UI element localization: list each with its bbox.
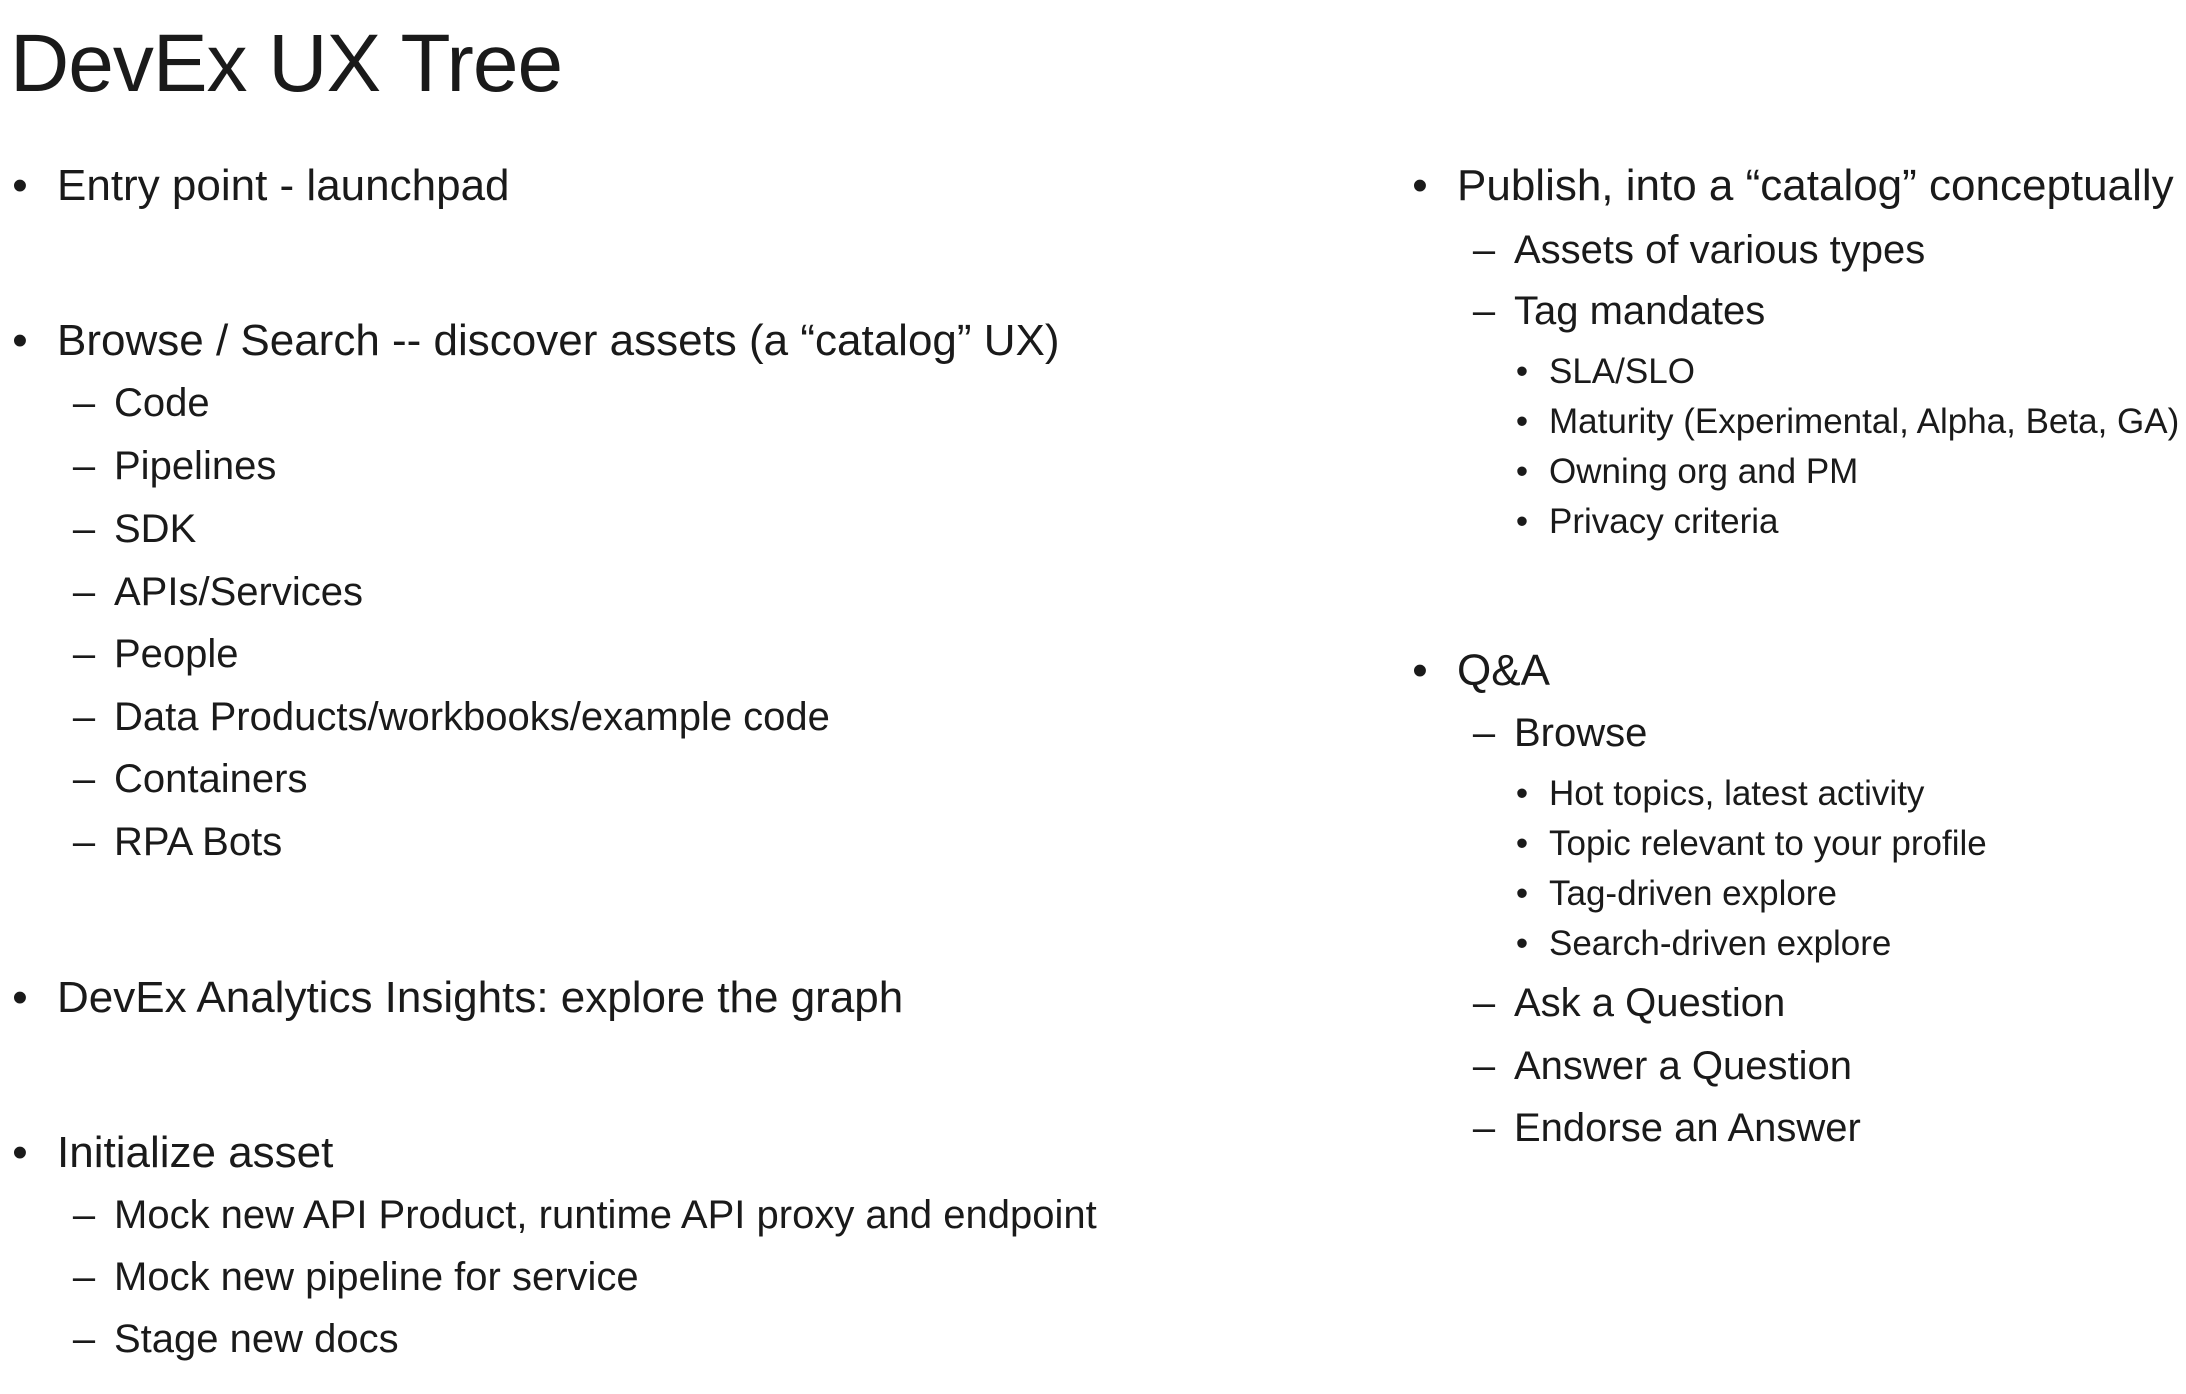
- item-text: Answer a Question: [1514, 1044, 1852, 1088]
- item-text: RPA Bots: [114, 820, 283, 864]
- dash-icon: –: [1472, 289, 1496, 333]
- right-item-level2: [1400, 707, 1647, 759]
- left-item-level2: [0, 691, 830, 743]
- item-text: Ask a Question: [1514, 981, 1786, 1025]
- item-text: Mock new API Product, runtime API proxy and endpoint: [114, 1193, 1097, 1237]
- item-text: Data Products/workbooks/example code: [114, 695, 830, 739]
- left-item-level1: [0, 970, 903, 1026]
- item-text: Owning org and PM: [1549, 452, 1859, 491]
- bullet-icon: •: [1412, 646, 1428, 695]
- dash-icon: –: [1472, 711, 1496, 755]
- right-item-level3: [1400, 871, 1837, 917]
- left-item-level1: [0, 1125, 333, 1181]
- item-text: Endorse an Answer: [1514, 1106, 1861, 1150]
- item-text: Pipelines: [114, 444, 277, 488]
- dash-icon: –: [72, 1255, 96, 1299]
- dash-icon: –: [72, 1193, 96, 1237]
- right-item-level3: [1400, 921, 1891, 967]
- dash-icon: –: [72, 444, 96, 488]
- left-item-level1: [0, 158, 510, 214]
- slide-title: DevEx UX Tree: [10, 18, 563, 109]
- item-text: Maturity (Experimental, Alpha, Beta, GA): [1549, 402, 2180, 441]
- left-item-level2: [0, 566, 363, 618]
- left-item-level2: [0, 628, 239, 680]
- bullet-icon: •: [1515, 502, 1529, 541]
- item-text: Mock new pipeline for service: [114, 1255, 639, 1299]
- bullet-icon: •: [1515, 774, 1529, 813]
- bullet-icon: •: [12, 973, 28, 1022]
- right-item-level3: [1400, 499, 1778, 545]
- left-item-level1: [0, 313, 1060, 369]
- right-item-level3: [1400, 821, 1987, 867]
- bullet-icon: •: [1515, 874, 1529, 913]
- right-item-level1: [1400, 643, 1550, 699]
- right-item-level2: [1400, 224, 1925, 276]
- item-text: Assets of various types: [1514, 228, 1926, 272]
- dash-icon: –: [1472, 981, 1496, 1025]
- bullet-icon: •: [1515, 824, 1529, 863]
- dash-icon: –: [72, 757, 96, 801]
- item-text: Browse: [1514, 711, 1648, 755]
- left-item-level2: [0, 816, 282, 868]
- bullet-icon: •: [12, 1128, 28, 1177]
- bullet-icon: •: [1515, 924, 1529, 963]
- dash-icon: –: [72, 632, 96, 676]
- dash-icon: –: [72, 695, 96, 739]
- right-item-level3: [1400, 771, 1924, 817]
- left-item-level2: [0, 753, 307, 805]
- bullet-icon: •: [12, 161, 28, 210]
- item-text: Hot topics, latest activity: [1549, 774, 1925, 813]
- dash-icon: –: [72, 820, 96, 864]
- item-text: Entry point - launchpad: [57, 161, 510, 210]
- item-text: Stage new docs: [114, 1317, 399, 1361]
- item-text: Publish, into a “catalog” conceptually: [1457, 161, 2174, 210]
- item-text: People: [114, 632, 239, 676]
- bullet-icon: •: [1412, 161, 1428, 210]
- item-text: Containers: [114, 757, 308, 801]
- left-item-level2: [0, 1251, 639, 1303]
- item-text: Privacy criteria: [1549, 502, 1779, 541]
- bullet-icon: •: [1515, 402, 1529, 441]
- dash-icon: –: [72, 381, 96, 425]
- item-text: Tag mandates: [1514, 289, 1766, 333]
- item-text: APIs/Services: [114, 570, 363, 614]
- left-item-level2: [0, 1313, 399, 1365]
- bullet-icon: •: [1515, 452, 1529, 491]
- right-item-level3: [1400, 399, 2179, 445]
- dash-icon: –: [72, 507, 96, 551]
- item-text: SDK: [114, 507, 197, 551]
- item-text: Browse / Search -- discover assets (a “catalog” UX): [57, 316, 1060, 365]
- item-text: Code: [114, 381, 210, 425]
- right-item-level2: [1400, 1040, 1852, 1092]
- left-item-level2: [0, 440, 276, 492]
- dash-icon: –: [1472, 1044, 1496, 1088]
- dash-icon: –: [1472, 1106, 1496, 1150]
- left-item-level2: [0, 1189, 1097, 1241]
- right-item-level1: [1400, 158, 2174, 214]
- dash-icon: –: [1472, 228, 1496, 272]
- right-item-level3: [1400, 449, 1858, 495]
- right-item-level2: [1400, 285, 1765, 337]
- item-text: Search-driven explore: [1549, 924, 1892, 963]
- item-text: Initialize asset: [57, 1128, 334, 1177]
- left-item-level2: [0, 377, 210, 429]
- item-text: Topic relevant to your profile: [1549, 824, 1987, 863]
- item-text: DevEx Analytics Insights: explore the graph: [57, 973, 904, 1022]
- left-item-level2: [0, 503, 196, 555]
- item-text: Tag-driven explore: [1549, 874, 1837, 913]
- dash-icon: –: [72, 570, 96, 614]
- dash-icon: –: [72, 1317, 96, 1361]
- bullet-icon: •: [12, 316, 28, 365]
- item-text: Q&A: [1457, 646, 1550, 695]
- right-item-level3: [1400, 349, 1695, 395]
- right-item-level2: [1400, 977, 1785, 1029]
- item-text: SLA/SLO: [1549, 352, 1695, 391]
- bullet-icon: •: [1515, 352, 1529, 391]
- right-item-level2: [1400, 1102, 1861, 1154]
